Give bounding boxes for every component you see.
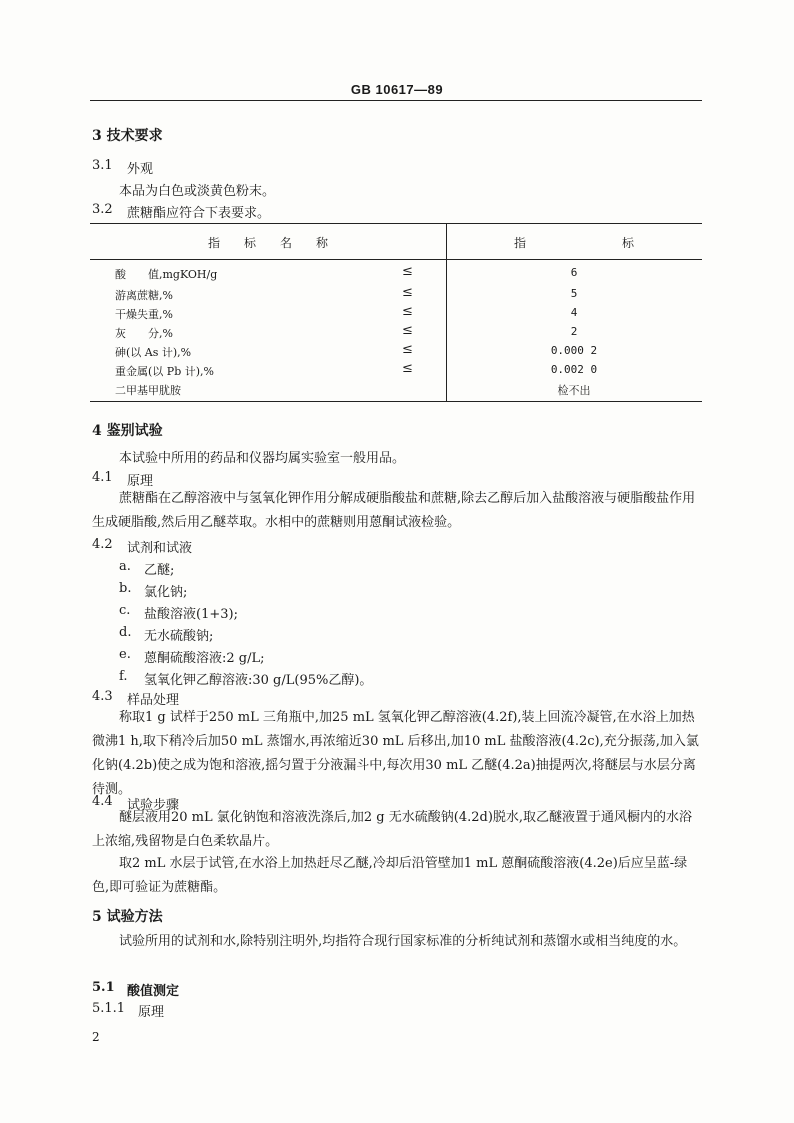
reagent-key: f.	[119, 669, 128, 684]
table-row-value: 5	[570, 287, 578, 300]
section-3-1-num: 3.1	[92, 158, 113, 173]
section-4-intro: 本试验中所用的药品和仪器均属实验室一般用品。	[119, 451, 406, 466]
table-row-value: 检不出	[557, 384, 591, 397]
le-sign: ≤	[402, 361, 413, 376]
reagent-key: b.	[119, 581, 132, 596]
reagent-item: 盐酸溶液(1+3);	[144, 607, 238, 622]
section-5-intro: 试验所用的试剂和水,除特别注明外,均指符合现行国家标准的分析纯试剂和蒸馏水或相当纯度的水。	[119, 934, 687, 949]
section-4-4-para2: 取2 mL 水层于试管,在水浴上加热赶尽乙醚,冷却后沿管壁加1 mL 蒽酮硫酸溶液(4.2e)后应呈蓝-绿色,即可验证为蔗糖酯。	[92, 856, 688, 895]
table-header-value: 指 标	[513, 236, 634, 250]
section-3-2-title: 蔗糖酯应符合下表要求。	[127, 206, 271, 221]
section-4-3-title: 样品处理	[127, 693, 180, 708]
table-row-name: 砷(以 As 计),%	[115, 346, 192, 359]
reagent-key: a.	[119, 559, 131, 574]
section-4-1-title: 原理	[127, 474, 154, 489]
reagent-item: 氢氧化钾乙醇溶液:30 g/L(95%乙醇)。	[144, 673, 373, 688]
section-5-1-num: 5.1	[92, 980, 115, 995]
section-3-title: 3 技术要求	[92, 128, 163, 144]
table-row-value: 4	[570, 306, 578, 319]
reagent-item: 氯化钠;	[144, 585, 188, 600]
section-5-1-1-num: 5.1.1	[92, 1001, 126, 1016]
le-sign: ≤	[402, 264, 413, 279]
table-row-name: 游离蔗糖,%	[115, 289, 173, 302]
section-4-2-num: 4.2	[92, 537, 113, 552]
reagent-key: c.	[119, 603, 131, 618]
table-row-value: 2	[570, 325, 578, 338]
section-3-1-text: 本品为白色或淡黄色粉末。	[119, 184, 276, 199]
section-4-3-num: 4.3	[92, 689, 113, 704]
table-row-value: 6	[570, 266, 578, 279]
reagent-key: d.	[119, 625, 132, 640]
header-rule	[90, 100, 702, 101]
le-sign: ≤	[402, 285, 413, 300]
le-sign: ≤	[402, 304, 413, 319]
table-header-rule	[90, 259, 702, 260]
table-row-name: 二甲基甲肬胺	[115, 384, 181, 397]
section-4-1-text: 蔗糖酯在乙醇溶液中与氢氧化钾作用分解成硬脂酸盐和蔗糖,除去乙醇后加入盐酸溶液与硬脂酸盐作用生成硬脂酸,然后用乙醚萃取。水相中的蔗糖则用蒽酮试液检验。	[92, 491, 696, 530]
section-4-4-title: 试验步骤	[127, 798, 180, 813]
table-header-name: 指 标 名 称	[207, 236, 328, 250]
le-sign: ≤	[402, 342, 413, 357]
reagent-item: 蒽酮硫酸溶液:2 g/L;	[144, 651, 265, 666]
reagent-key: e.	[119, 647, 131, 662]
section-5-1-1-title: 原理	[138, 1005, 165, 1020]
reagent-item: 无水硫酸钠;	[144, 629, 214, 644]
table-row-value: 0.002 0	[550, 363, 598, 376]
table-row-name: 干燥失重,%	[115, 308, 173, 321]
section-4-1-num: 4.1	[92, 470, 113, 485]
table-row-value: 0.000 2	[550, 344, 598, 357]
table-bottom-rule	[90, 401, 702, 402]
table-top-rule	[90, 223, 702, 224]
reagent-item: 乙醚;	[144, 563, 175, 578]
section-4-4-para1: 醚层液用20 mL 氯化钠饱和溶液洗涤后,加2 g 无水硫酸钠(4.2d)脱水,取乙醚液置于通风橱内的水浴上浓缩,残留物是白色柔软晶片。	[92, 810, 693, 849]
standard-header: GB 10617—89	[350, 82, 444, 97]
section-4-4-num: 4.4	[92, 794, 113, 809]
table-row-name: 重金属(以 Pb 计),%	[115, 365, 214, 378]
section-5-title: 5 试验方法	[92, 909, 163, 925]
section-5-1-title: 酸值测定	[127, 984, 180, 999]
le-sign: ≤	[402, 323, 413, 338]
page-number: 2	[92, 1030, 100, 1044]
section-4-3-text: 称取1 g 试样于250 mL 三角瓶中,加25 mL 氢氧化钾乙醇溶液(4.2f),装上回流冷凝管,在水浴上加热微沸1 h,取下稍冷后加50 mL 蒸馏水,再浓缩近30 mL 后移出,加10 mL 盐酸溶液(4.2c),充分振荡,加入氯化钠(4.2b)使之成为饱和溶液,摇匀置于分液漏斗中,每次用30 mL 乙醚(4.2a)抽提两次,将醚层与水层分离待测。	[92, 710, 699, 797]
section-3-1-title: 外观	[127, 162, 154, 177]
section-4-2-title: 试剂和试液	[127, 541, 193, 556]
table-row-name: 灰 分,%	[115, 327, 173, 340]
section-4-title: 4 鉴别试验	[92, 423, 163, 439]
section-3-2-num: 3.2	[92, 202, 113, 217]
table-row-name: 酸 值,mgKOH/g	[115, 268, 218, 281]
